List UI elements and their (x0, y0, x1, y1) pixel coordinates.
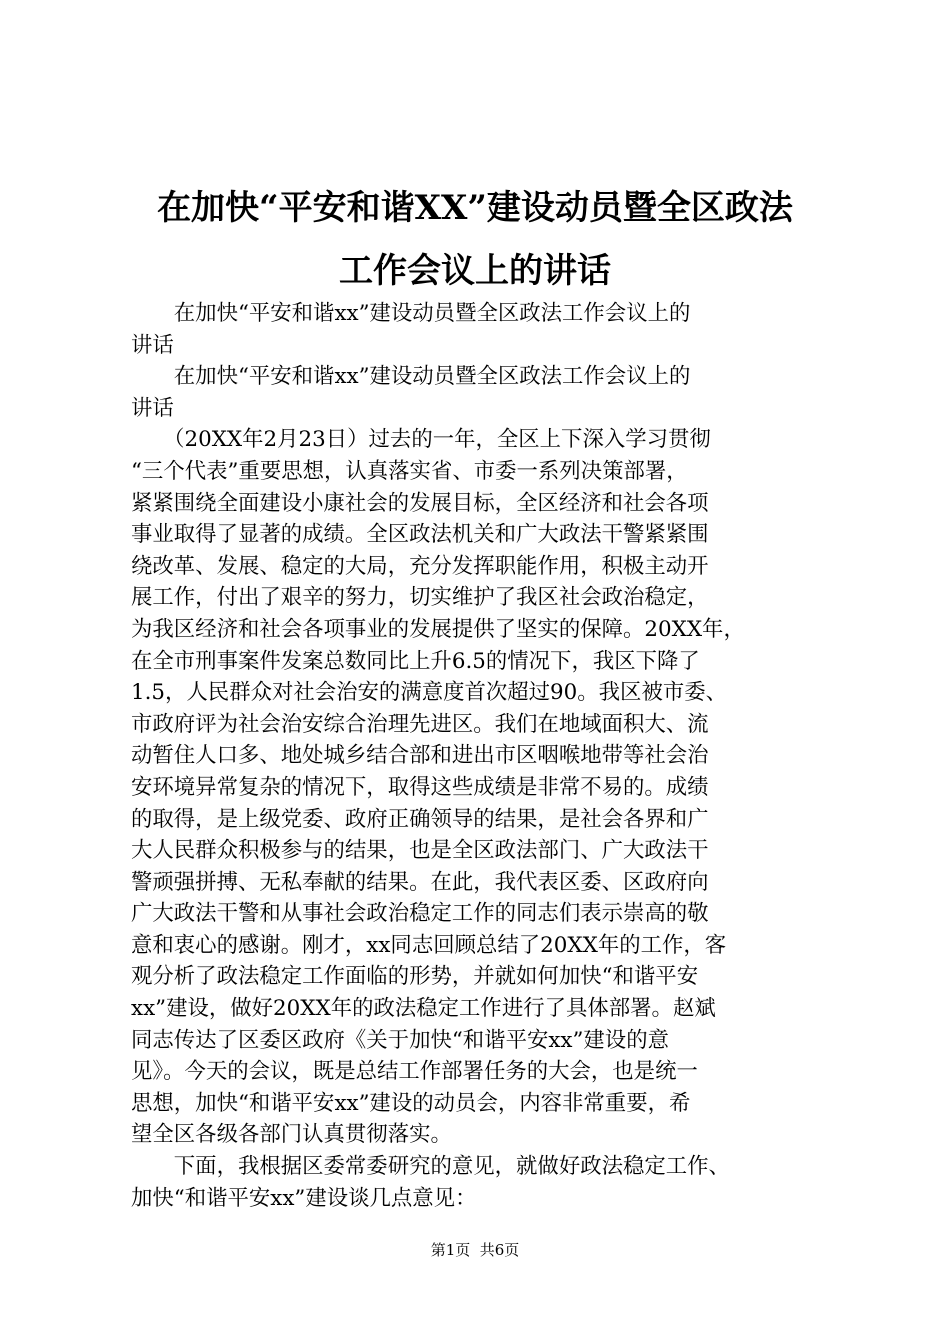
body-text-line: 在全市刑事案件发案总数同比上升6.5的情况下，我区下降了 (131, 648, 700, 674)
body-text-line: 市政府评为社会治安综合治理先进区。我们在地域面积大、流 (131, 711, 709, 737)
body-text-line: 同志传达了区委区政府《关于加快“和谐平安xx”建设的意 (131, 1027, 669, 1053)
body-text-line: 广大政法干警和从事社会政治稳定工作的同志们表示崇高的敬 (131, 901, 709, 927)
body-text-line: 展工作，付出了艰辛的努力，切实维护了我区社会政治稳定， (131, 585, 709, 611)
body-text-line: 加快“和谐平安xx”建设谈几点意见： (131, 1185, 477, 1211)
body-text-line: 紧紧围绕全面建设小康社会的发展目标，全区经济和社会各项 (131, 490, 709, 516)
body-text-line: 意和衷心的感谢。刚才，xx同志回顾总结了20XX年的工作，客 (131, 932, 727, 958)
body-text-line: 讲话 (131, 332, 174, 358)
body-text-line: 1.5，人民群众对社会治安的满意度首次超过90。我区被市委、 (131, 680, 728, 706)
body-text-line: 观分析了政法稳定工作面临的形势，并就如何加快“和谐平安 (131, 964, 699, 990)
body-text-line: 安环境异常复杂的情况下，取得这些成绩是非常不易的。成绩 (131, 774, 709, 800)
body-text-line: 讲话 (131, 395, 174, 421)
body-text-line: 警顽强拼搏、无私奉献的结果。在此，我代表区委、区政府向 (131, 869, 709, 895)
body-text-line: 见》。今天的会议，既是总结工作部署任务的大会，也是统一 (131, 1059, 698, 1085)
document-title-line-2: 工作会议上的讲话 (339, 251, 611, 291)
body-text-line: 思想，加快“和谐平安xx”建设的动员会，内容非常重要，希 (131, 1090, 691, 1116)
body-text-line: 的取得，是上级党委、政府正确领导的结果，是社会各界和广 (131, 806, 709, 832)
body-text-line: 事业取得了显著的成绩。全区政法机关和广大政法干警紧紧围 (131, 522, 709, 548)
body-text-line: 大人民群众积极参与的结果，也是全区政法部门、广大政法干 (131, 838, 709, 864)
body-text-line: “三个代表”重要思想，认真落实省、市委一系列决策部署， (131, 458, 688, 484)
body-text-line: 望全区各级各部门认真贯彻落实。 (131, 1122, 452, 1148)
body-text-line: 在加快“平安和谐xx”建设动员暨全区政法工作会议上的 (131, 301, 691, 326)
body-text-line: xx”建设，做好20XX年的政法稳定工作进行了具体部署。赵斌 (131, 996, 716, 1022)
document-body (131, 298, 851, 1214)
body-text-line: 下面，我根据区委常委研究的意见，就做好政法稳定工作、 (131, 1154, 730, 1180)
body-text-line: 绕改革、发展、稳定的大局，充分发挥职能作用，积极主动开 (131, 553, 709, 579)
page-number-footer: 第1页 共6页 (430, 1241, 520, 1259)
body-text-line: （20XX年2月23日）过去的一年，全区上下深入学习贯彻 (131, 427, 711, 453)
body-text-line: 为我区经济和社会各项事业的发展提供了坚实的保障。20XX年， (131, 616, 745, 642)
body-text-line: 在加快“平安和谐xx”建设动员暨全区政法工作会议上的 (131, 364, 691, 390)
document-title-line-1: 在加快“平安和谐XX”建设动员暨全区政法 (157, 188, 793, 228)
body-text-line: 动暂住人口多、地处城乡结合部和进出市区咽喉地带等社会治 (131, 743, 709, 769)
